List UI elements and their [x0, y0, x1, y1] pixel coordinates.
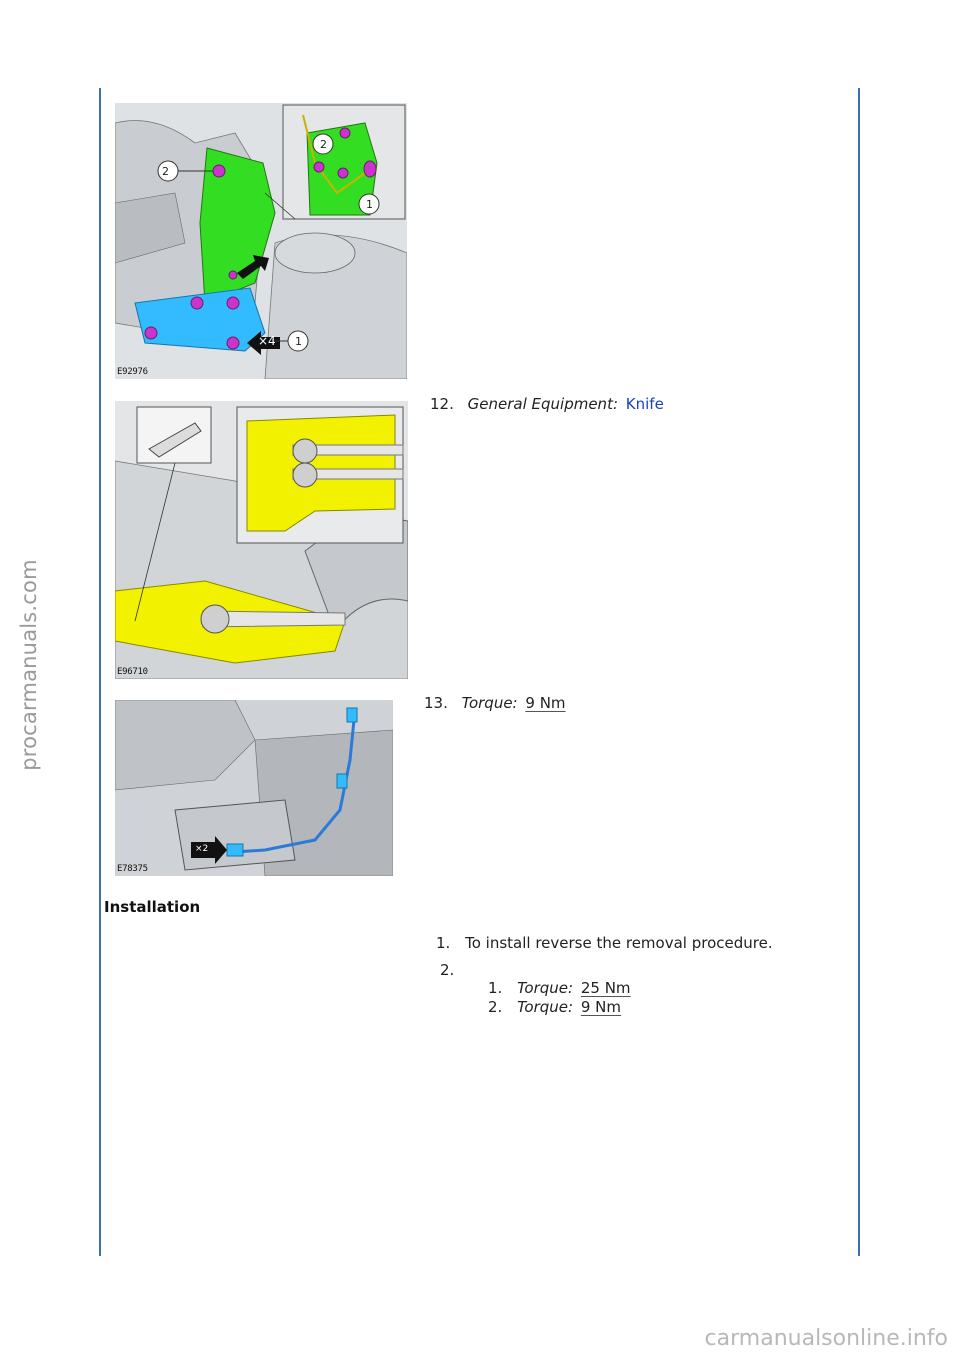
- section-heading-installation: Installation: [104, 898, 201, 916]
- right-margin-rule: [858, 88, 860, 1256]
- figure-e92976: [115, 103, 407, 379]
- figure-code: E78375: [117, 864, 148, 874]
- torque-spec-link[interactable]: 9 Nm: [580, 998, 621, 1016]
- callout-2-main: 2: [162, 165, 169, 178]
- step-number: 2.: [440, 961, 455, 979]
- step-label: Torque:: [461, 694, 518, 712]
- step-number: 13.: [424, 694, 448, 712]
- callout-1-inset: 1: [366, 198, 373, 211]
- torque-spec-link[interactable]: 25 Nm: [580, 979, 631, 997]
- substep-label: Torque:: [517, 979, 574, 997]
- step-text: To install reverse the removal procedure.: [465, 934, 773, 952]
- installation-step-2: [440, 960, 454, 980]
- installation-substep-1: [488, 978, 631, 998]
- substep-label: Torque:: [517, 998, 574, 1016]
- figure-e78375: [115, 700, 393, 876]
- side-watermark: procarmanuals.com: [17, 559, 41, 771]
- figure-code: E92976: [117, 367, 148, 377]
- installation-step-1: [436, 933, 773, 953]
- installation-substep-2: [488, 997, 621, 1017]
- torque-spec-link[interactable]: 9 Nm: [525, 694, 566, 712]
- callout-x2: ×2: [195, 844, 209, 854]
- step-12: [430, 394, 664, 414]
- figure-code: E96710: [117, 667, 148, 677]
- callout-2-inset: 2: [320, 138, 327, 151]
- bottom-watermark: carmanualsonline.info: [704, 1326, 948, 1351]
- step-label: General Equipment:: [467, 395, 618, 413]
- step-number: 12.: [430, 395, 454, 413]
- step-13: [424, 693, 566, 713]
- substep-number: 1.: [488, 979, 503, 997]
- figure-e96710-drawing: [115, 401, 408, 679]
- callout-1-main: 1: [295, 335, 302, 348]
- figure-e96710: [115, 401, 408, 679]
- knife-link[interactable]: Knife: [625, 395, 664, 413]
- step-number: 1.: [436, 934, 451, 952]
- left-margin-rule: [99, 88, 101, 1256]
- substep-number: 2.: [488, 998, 503, 1016]
- figure-e78375-drawing: [115, 700, 393, 876]
- callout-x4: ×4: [258, 334, 276, 348]
